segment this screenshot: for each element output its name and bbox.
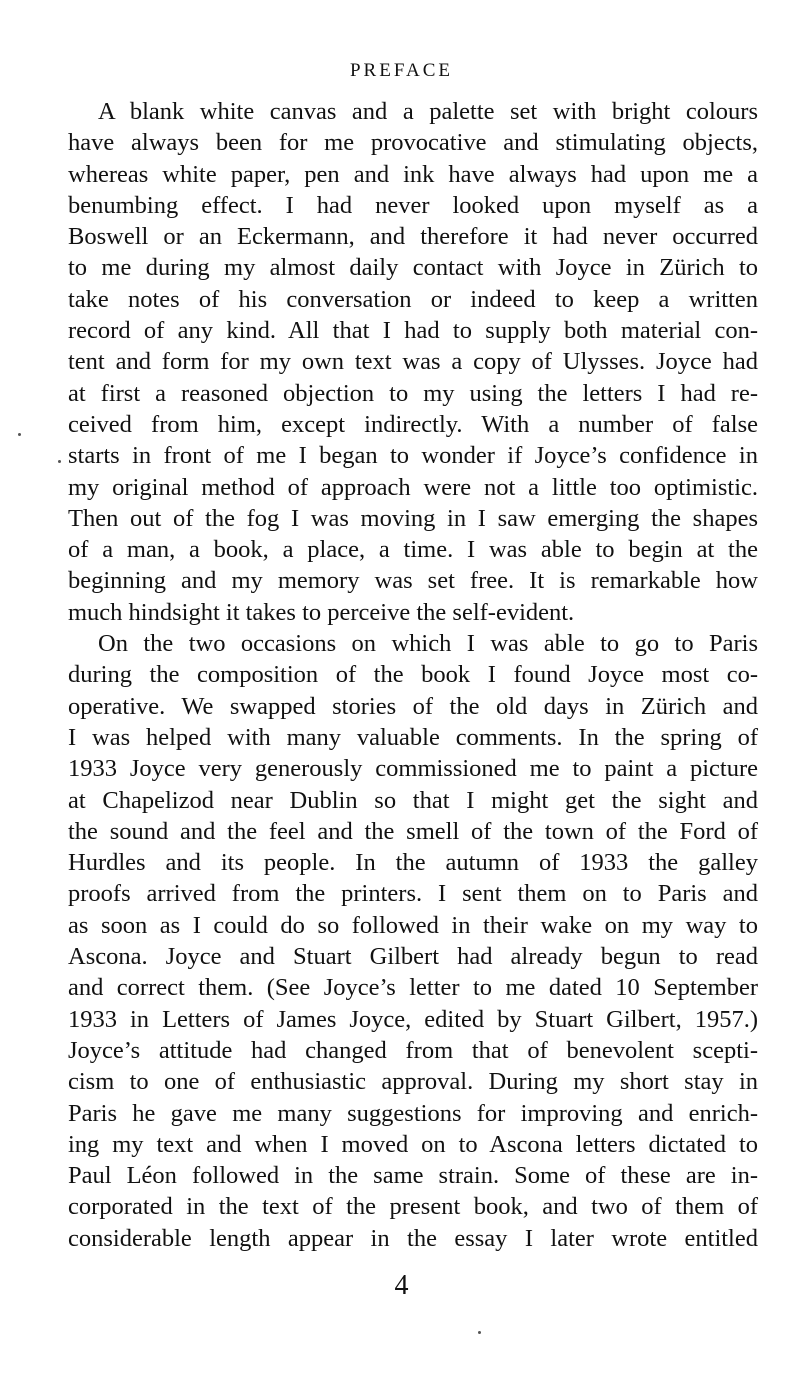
paragraph-1 xyxy=(68,96,758,628)
text-line: much hindsight it takes to perceive the self-evident. xyxy=(68,598,575,626)
text-line: Boswell or an Eckermann, and therefore it had never occurred xyxy=(68,223,758,251)
text-line: whereas white paper, pen and ink have always had upon me a xyxy=(68,160,758,188)
text-line: Joyce’s attitude had changed from that of benevolent scepti- xyxy=(68,1036,758,1064)
text-line: Paul Léon followed in the same strain. Some of these are in- xyxy=(68,1162,758,1190)
text-line: operative. We swapped stories of the old days in Zürich and xyxy=(68,692,758,720)
text-line: 1933 in Letters of James Joyce, edited by Stuart Gilbert, 1957.) xyxy=(68,1005,758,1033)
text-line: corporated in the text of the present book, and two of them of xyxy=(68,1193,758,1221)
text-line: to me during my almost daily contact with Joyce in Zürich to xyxy=(68,254,758,282)
text-line: of a man, a book, a place, a time. I was able to begin at the xyxy=(68,536,758,564)
scan-speck xyxy=(58,460,61,463)
text-line: have always been for me provocative and stimulating objects, xyxy=(68,129,758,157)
body-text xyxy=(68,96,758,1254)
text-line: Paris he gave me many suggestions for improving and enrich- xyxy=(68,1099,758,1127)
text-line: benumbing effect. I had never looked upon myself as a xyxy=(68,191,758,219)
scan-speck xyxy=(18,433,21,436)
text-line: Ascona. Joyce and Stuart Gilbert had already begun to read xyxy=(68,943,758,971)
text-line: my original method of approach were not a little too optimistic. xyxy=(68,473,758,501)
text-line: beginning and my memory was set free. It is remarkable how xyxy=(68,567,758,595)
text-line: considerable length appear in the essay I later wrote entitled xyxy=(68,1224,758,1252)
text-line: during the composition of the book I found Joyce most co- xyxy=(68,661,758,689)
scan-speck xyxy=(478,1331,481,1334)
text-line: A blank white canvas and a palette set with bright colours xyxy=(98,98,758,125)
paragraph-2 xyxy=(68,628,758,1254)
text-line: On the two occasions on which I was able to go to Paris xyxy=(98,630,758,658)
text-line: at Chapelizod near Dublin so that I might get the sight and xyxy=(68,786,758,814)
running-head: PREFACE xyxy=(349,60,453,81)
text-line: record of any kind. All that I had to supply both material con- xyxy=(68,317,758,345)
text-line: cism to one of enthusiastic approval. During my short stay in xyxy=(68,1068,758,1096)
text-line: as soon as I could do so followed in their wake on my way to xyxy=(68,911,758,939)
text-line: Then out of the fog I was moving in I saw emerging the shapes xyxy=(68,504,758,532)
text-line: starts in front of me I began to wonder if Joyce’s confidence in xyxy=(68,442,758,470)
text-line: the sound and the feel and the smell of the town of the Ford of xyxy=(68,817,758,845)
page-number: 4 xyxy=(394,1270,409,1301)
text-line: take notes of his conversation or indeed to keep a written xyxy=(68,285,758,313)
text-line: tent and form for my own text was a copy of Ulysses. Joyce had xyxy=(68,348,758,376)
text-line: and correct them. (See Joyce’s letter to me dated 10 September xyxy=(68,974,758,1002)
text-line: 1933 Joyce very generously commissioned me to paint a picture xyxy=(68,755,758,783)
text-line: Hurdles and its people. In the autumn of 1933 the galley xyxy=(68,849,758,877)
text-line: ing my text and when I moved on to Ascona letters dictated to xyxy=(68,1130,758,1158)
text-line: ceived from him, except indirectly. With a number of false xyxy=(68,410,758,438)
text-line: proofs arrived from the printers. I sent them on to Paris and xyxy=(68,880,758,908)
text-line: I was helped with many valuable comments. In the spring of xyxy=(68,723,758,751)
text-line: at first a reasoned objection to my using the letters I had re- xyxy=(68,379,758,407)
